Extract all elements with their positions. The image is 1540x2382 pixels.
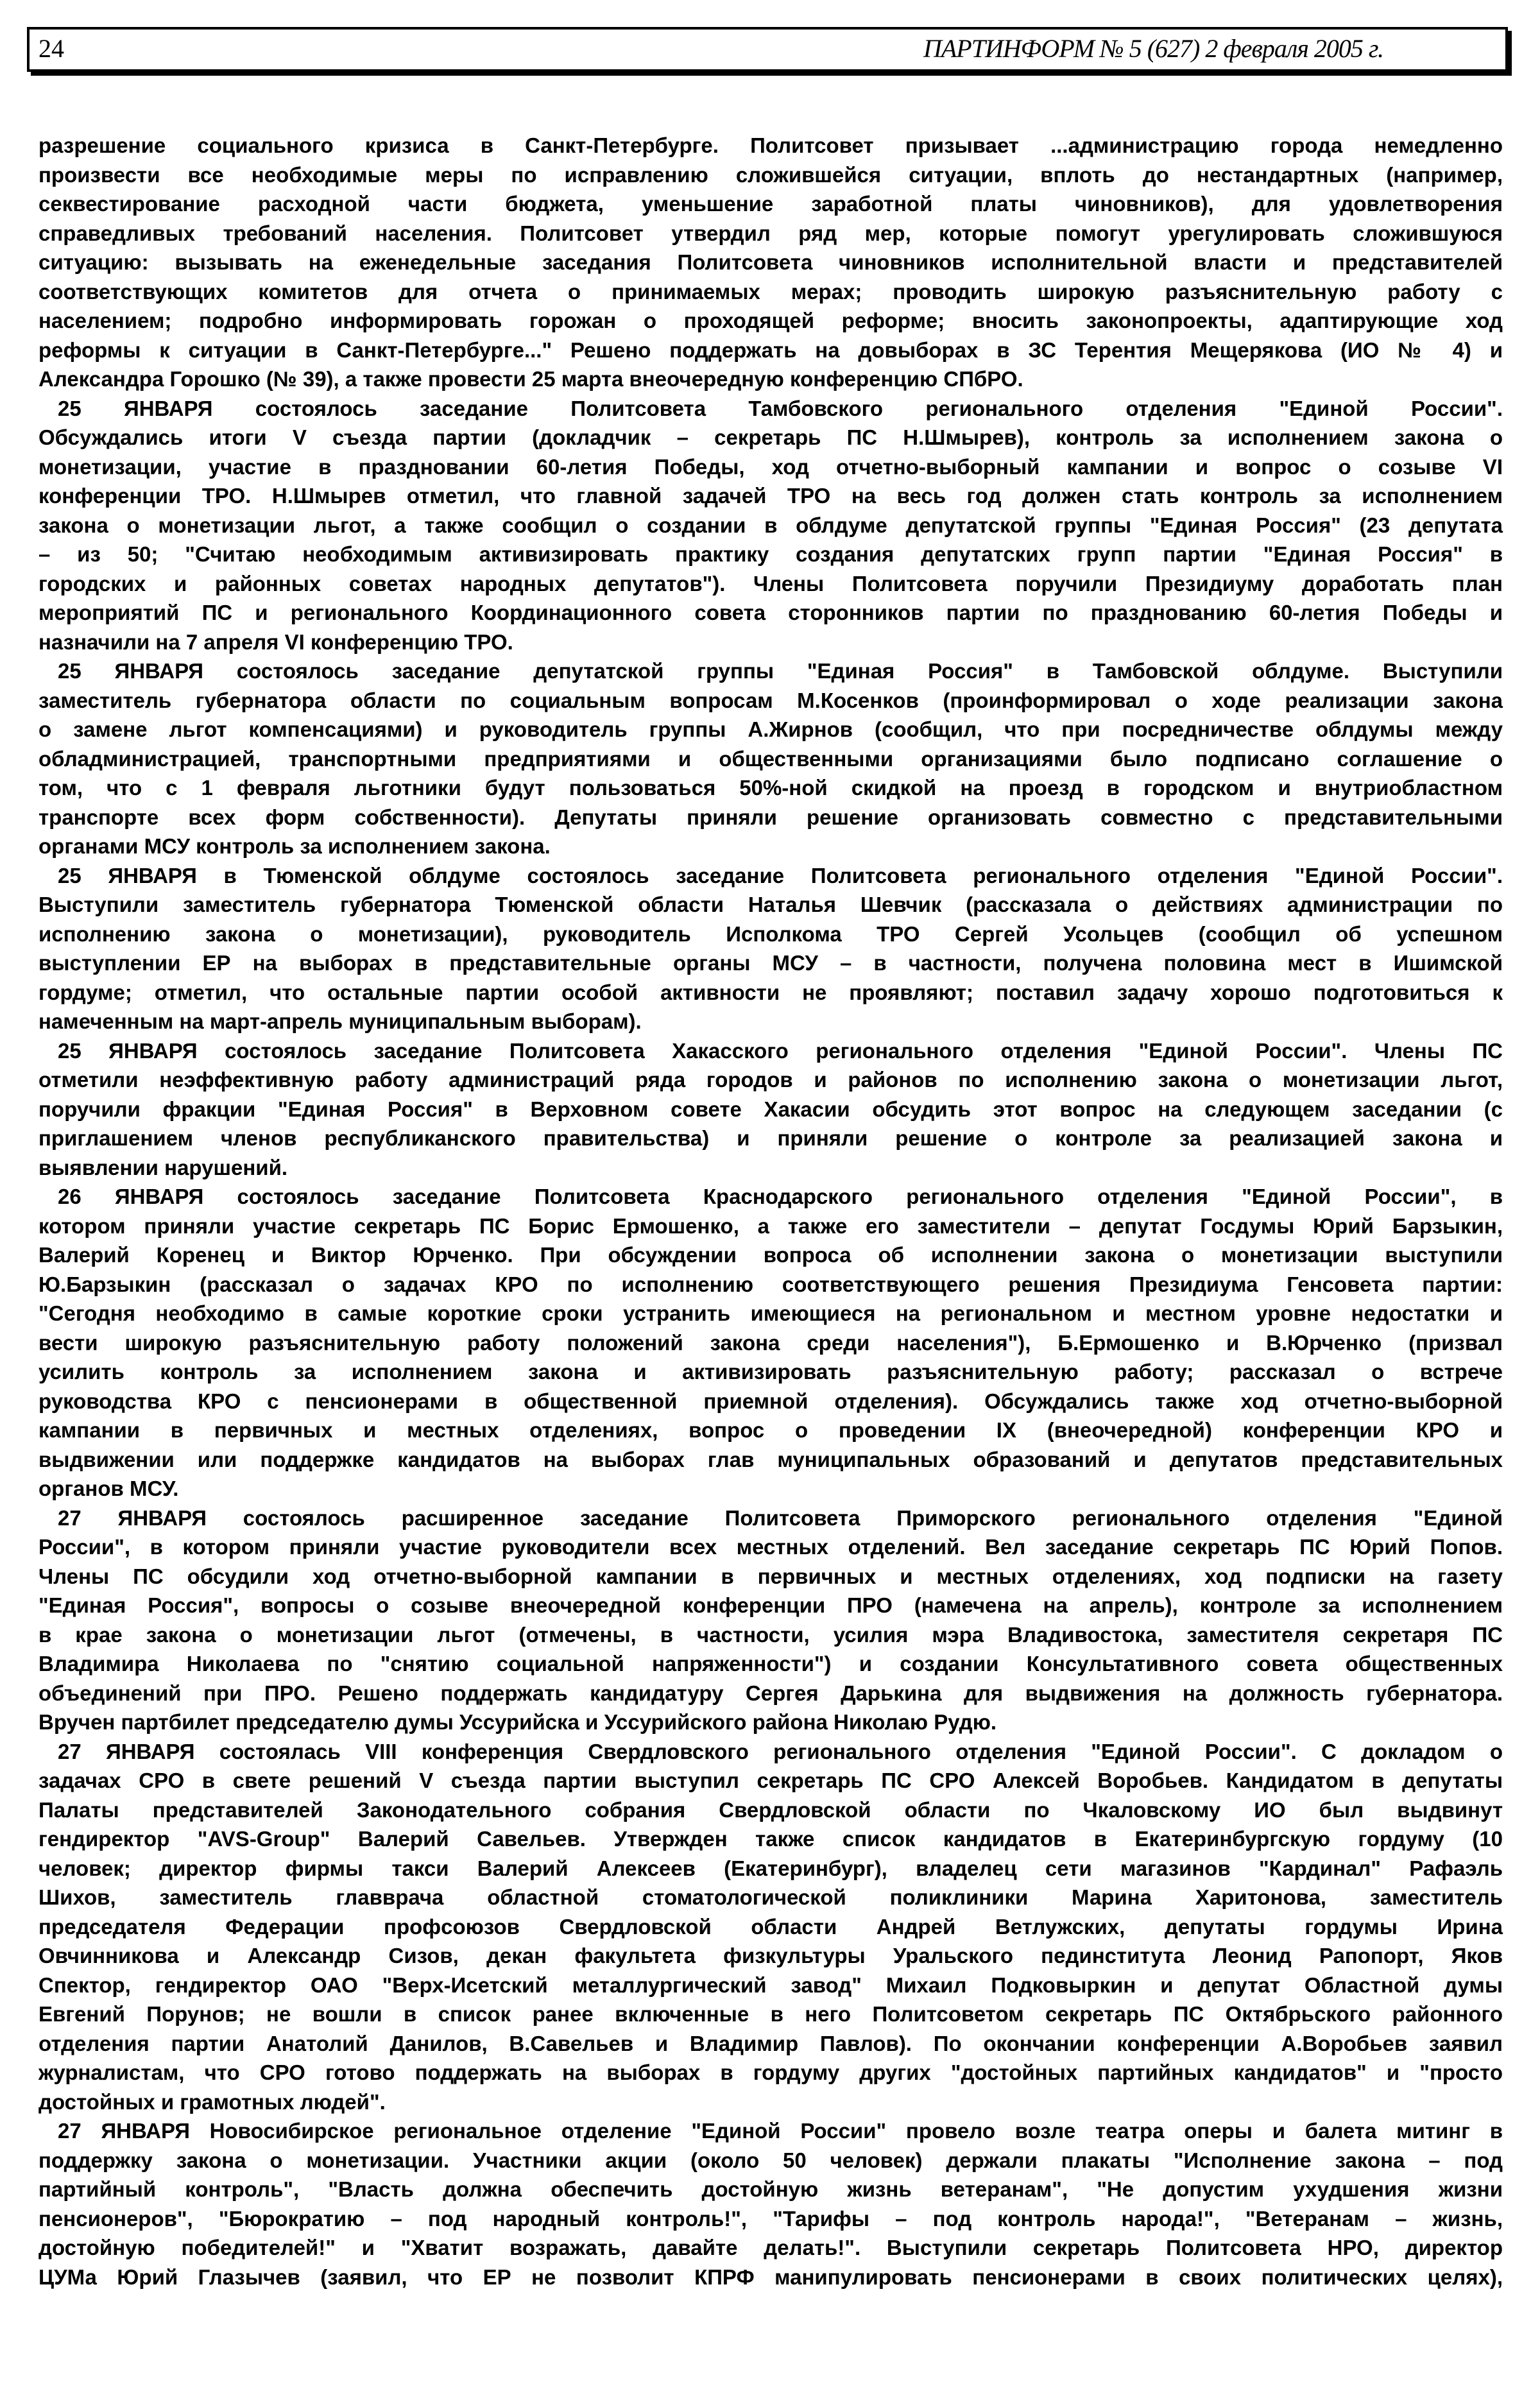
- text-line: Валерий Коренец и Виктор Юрченко. При обсуждении вопроса об исполнении закона о монетизации выступили: [38, 1243, 1503, 1267]
- text-line: о замене льгот компенсациями) и руководитель группы А.Жирнов (сообщил, что при посредничестве облдумы между: [38, 717, 1503, 741]
- text-line: – из 50; "Считаю необходимым активизировать практику создания депутатских групп партии "Единая Россия" в: [38, 542, 1503, 566]
- text-line: Шихов, заместитель главврача областной стоматологической поликлиники Марина Харитонова, заместитель: [38, 1885, 1503, 1909]
- text-line: назначили на 7 апреля VI конференцию ТРО.: [38, 630, 513, 654]
- text-line: соответствующих комитетов для отчета о принимаемых мерах; проводить широкую разъяснительную работу с: [38, 279, 1503, 304]
- text-line: 25 ЯНВАРЯ состоялось заседание Политсовета Тамбовского регионального отделения "Единой России".: [58, 396, 1503, 420]
- paragraph: [38, 1036, 1503, 1183]
- text-line: 25 ЯНВАРЯ состоялось заседание депутатской группы "Единая Россия" в Тамбовской облдуме. Выступили: [58, 659, 1503, 683]
- text-line: Владимира Николаева по "снятию социальной напряженности") и создании Консультативного совета общественных: [38, 1652, 1503, 1675]
- publication-title: ПАРТИНФОРМ № 5 (627) 2 февраля 2005 г.: [923, 34, 1383, 63]
- text-line: 25 ЯНВАРЯ состоялось заседание Политсовета Хакасского регионального отделения "Единой России". Члены ПС: [58, 1038, 1503, 1063]
- text-line: вести широкую разъяснительную работу положений закона среди населения"), Б.Ермошенко и В.Юрченко (призвал: [38, 1330, 1503, 1355]
- text-line: том, что с 1 февраля льготники будут пользоваться 50%-ной скидкой на проезд в городском и внутриобластном: [38, 776, 1503, 800]
- text-line: намеченным на март-апрель муниципальным выборам).: [38, 1009, 642, 1033]
- text-line: Члены ПС обсудили ход отчетно-выборной кампании в первичных и местных отделениях, ход подписки на газету: [38, 1564, 1503, 1588]
- paragraph: [38, 2116, 1503, 2292]
- text-line: Ю.Барзыкин (рассказал о задачах КРО по исполнению соответствующего решения Президиума Генсовета партии:: [38, 1272, 1503, 1296]
- text-line: приглашением членов республиканского правительства) и приняли решение о контроле за реализацией закона и: [38, 1126, 1503, 1150]
- text-line: поддержку закона о монетизации. Участники акции (около 50 человек) держали плакаты "Исполнение закона – под: [38, 2148, 1503, 2172]
- text-line: секвестирование расходной части бюджета, уменьшение заработной платы чиновников), для удовлетворения: [38, 192, 1503, 216]
- text-line: органов МСУ.: [38, 1477, 179, 1500]
- text-line: России", в котором приняли участие руководители всех местных отделений. Вел заседание секретарь ПС Юрий Попов.: [38, 1535, 1503, 1559]
- page-header: [27, 27, 1508, 72]
- text-line: "Сегодня необходимо в самые короткие сроки устранить имеющиеся на региональном и местном уровне недостатки и: [38, 1301, 1503, 1325]
- text-line: выявлении нарушений.: [38, 1155, 288, 1179]
- text-line: 26 ЯНВАРЯ состоялось заседание Политсовета Краснодарского регионального отделения "Единой России", в: [58, 1185, 1503, 1208]
- text-line: ЦУМа Юрий Глазычев (заявил, что ЕР не позволит КПРФ манипулировать пенсионерами в своих политических целях),: [38, 2265, 1503, 2289]
- text-line: достойных и грамотных людей".: [38, 2089, 386, 2114]
- text-line: ситуацию: вызывать на еженедельные заседания Политсовета чиновников исполнительной власти и представителей: [38, 250, 1503, 274]
- text-line: журналистам, что СРО готово поддержать на выборах в гордуму других "достойных партийных кандидатов" и "просто: [38, 2061, 1503, 2084]
- text-line: органами МСУ контроль за исполнением закона.: [38, 834, 551, 858]
- text-line: обладминистрацией, транспортными предприятиями и общественными организациями было подписано соглашение о: [38, 746, 1503, 771]
- text-line: реформы к ситуации в Санкт-Петербурге..." Решено поддержать на довыборах в ЗС Терентия Мещерякова (ИО № 4) и: [38, 338, 1503, 362]
- text-line: 27 ЯНВАРЯ Новосибирское региональное отделение "Единой России" провело возле театра оперы и балета митинг в: [58, 2119, 1503, 2143]
- paragraph: [38, 1737, 1503, 2117]
- text-line: отметили неэффективную работу администраций ряда городов и районов по исполнению закона о монетизации льгот,: [38, 1068, 1503, 1092]
- paragraph: [38, 131, 1503, 394]
- text-line: руководства КРО с пенсионерами в общественной приемной отделения). Обсуждались также ход отчетно-выборной: [38, 1389, 1503, 1413]
- text-line: кампании в первичных и местных отделениях, вопрос о проведении IX (внеочередной) конференции КРО и: [38, 1418, 1503, 1442]
- text-line: конференции ТРО. Н.Шмырев отметил, что главной задачей ТРО на весь год должен стать контроль за исполнением: [38, 484, 1503, 508]
- text-line: пенсионеров", "Бюрократию – под народный контроль!", "Тарифы – под контроль народа!", "Ветеранам – жизнь,: [38, 2206, 1503, 2231]
- text-line: монетизации, участие в праздновании 60-летия Победы, ход отчетно-выборный кампании и вопрос о созыве VI: [38, 454, 1503, 479]
- text-line: Выступили заместитель губернатора Тюменской области Наталья Шевчик (рассказала о действиях администрации по: [38, 893, 1503, 916]
- text-line: 27 ЯНВАРЯ состоялась VIII конференция Свердловского регионального отделения "Единой России". С докладом о: [58, 1739, 1503, 1763]
- text-line: Вручен партбилет председателю думы Уссурийска и Уссурийского района Николаю Рудю.: [38, 1710, 997, 1734]
- text-line: исполнению закона о монетизации), руководитель Исполкома ТРО Сергей Усольцев (сообщил об успешном: [38, 921, 1503, 946]
- text-line: партийный контроль", "Власть должна обеспечить достойную жизнь ветеранам", "Не допустим ухудшения жизни: [38, 2177, 1503, 2201]
- paragraph: [38, 861, 1503, 1036]
- text-line: человек; директор фирмы такси Валерий Алексеев (Екатеринбург), владелец сети магазинов "Кардинал" Рафаэль: [38, 1856, 1503, 1880]
- text-line: Спектор, гендиректор ОАО "Верх-Исетский металлургический завод" Михаил Подковыркин и депутат Областной думы: [38, 1973, 1503, 1997]
- text-line: 25 ЯНВАРЯ в Тюменской облдуме состоялось заседание Политсовета регионального отделения "Единой России".: [58, 863, 1503, 887]
- text-line: гендиректор "AVS-Group" Валерий Савельев. Утвержден также список кандидатов в Екатеринбургскую гордуму (10: [38, 1827, 1503, 1851]
- text-line: городских и районных советах народных депутатов"). Члены Политсовета поручили Президиуму доработать план: [38, 571, 1503, 596]
- paragraph: [38, 394, 1503, 657]
- text-line: разрешение социального кризиса в Санкт-Петербурге. Политсовет призывает ...администрацию города немедленно: [38, 133, 1503, 157]
- text-line: закона о монетизации льгот, а также сообщил о создании в облдуме депутатской группы "Единая Россия" (23 депутата: [38, 513, 1503, 537]
- text-line: произвести все необходимые меры по исправлению сложившейся ситуации, вплоть до нестандартных (например,: [38, 162, 1503, 187]
- page-number: 24: [38, 34, 64, 63]
- paragraph: [38, 656, 1503, 861]
- article-body: [38, 131, 1503, 2292]
- text-line: Овчинникова и Александр Сизов, декан факультета физкультуры Уральского пединститута Леонид Рапопорт, Яков: [38, 1944, 1503, 1967]
- text-line: усилить контроль за исполнением закона и активизировать разъяснительную работу; рассказал о встрече: [38, 1360, 1503, 1384]
- text-line: выступлении ЕР на выборах в представительные органы МСУ – в частности, получена половина мест в Ишимской: [38, 951, 1503, 975]
- text-line: мероприятий ПС и регионального Координационного совета сторонников партии по празднованию 60-летия Победы и: [38, 601, 1503, 624]
- text-line: "Единая Россия", вопросы о созыве внеочередной конференции ПРО (намечена на апрель), контроле за исполнением: [38, 1593, 1503, 1617]
- text-line: 27 ЯНВАРЯ состоялось расширенное заседание Политсовета Приморского регионального отделения "Единой: [58, 1505, 1503, 1530]
- text-line: Палаты представителей Законодательного собрания Свердловской области по Чкаловскому ИО был выдвинут: [38, 1797, 1503, 1822]
- text-line: Евгений Порунов; не вошли в список ранее включенные в него Политсоветом секретарь ПС Октябрьского районного: [38, 2002, 1503, 2026]
- text-line: достойную победителей!" и "Хватит возражать, давайте делать!". Выступили секретарь Политсовета НРО, директор: [38, 2236, 1503, 2259]
- text-line: населением; подробно информировать горожан о проходящей реформе; вносить законопроекты, адаптирующие ход: [38, 309, 1503, 332]
- text-line: справедливых требований населения. Политсовет утвердил ряд мер, которые помогут урегулировать сложившуюся: [38, 221, 1503, 245]
- text-line: в крае закона о монетизации льгот (отмечены, в частности, усилия мэра Владивостока, заместителя секретаря ПС: [38, 1622, 1503, 1647]
- text-line: выдвижении или поддержке кандидатов на выборах глав муниципальных образований и депутатов представительных: [38, 1447, 1503, 1471]
- text-line: отделения партии Анатолий Данилов, В.Савельев и Владимир Павлов). По окончании конференции А.Воробьев заявил: [38, 2031, 1503, 2055]
- paragraph: [38, 1504, 1503, 1737]
- text-line: объединений при ПРО. Решено поддержать кандидатуру Сергея Дарькина для выдвижения на должность губернатора.: [38, 1681, 1503, 1705]
- text-line: гордуме; отметил, что остальные партии особой активности не проявляют; поставил задачу хорошо подготовиться к: [38, 980, 1503, 1004]
- text-line: заместитель губернатора области по социальным вопросам М.Косенков (проинформировал о ходе реализации закона: [38, 688, 1503, 712]
- text-line: Александра Горошко (№ 39), а также провести 25 марта внеочередную конференцию СПбРО.: [38, 367, 1023, 391]
- text-line: поручили фракции "Единая Россия" в Верховном совете Хакасии обсудить этот вопрос на следующем заседании (с: [38, 1097, 1503, 1121]
- text-line: Обсуждались итоги V съезда партии (докладчик – секретарь ПС Н.Шмырев), контроль за исполнением закона о: [38, 425, 1503, 449]
- text-line: председателя Федерации профсоюзов Свердловской области Андрей Ветлужских, депутаты гордумы Ирина: [38, 1914, 1503, 1939]
- paragraph: [38, 1182, 1503, 1504]
- text-line: задачах СРО в свете решений V съезда партии выступил секретарь ПС СРО Алексей Воробьев. Кандидатом в депутаты: [38, 1769, 1503, 1792]
- text-line: котором приняли участие секретарь ПС Борис Ермошенко, а также его заместители – депутат Госдумы Юрий Барзыкин,: [38, 1213, 1503, 1238]
- text-line: транспорте всех форм собственности). Депутаты приняли решение организовать совместно с представительными: [38, 805, 1503, 829]
